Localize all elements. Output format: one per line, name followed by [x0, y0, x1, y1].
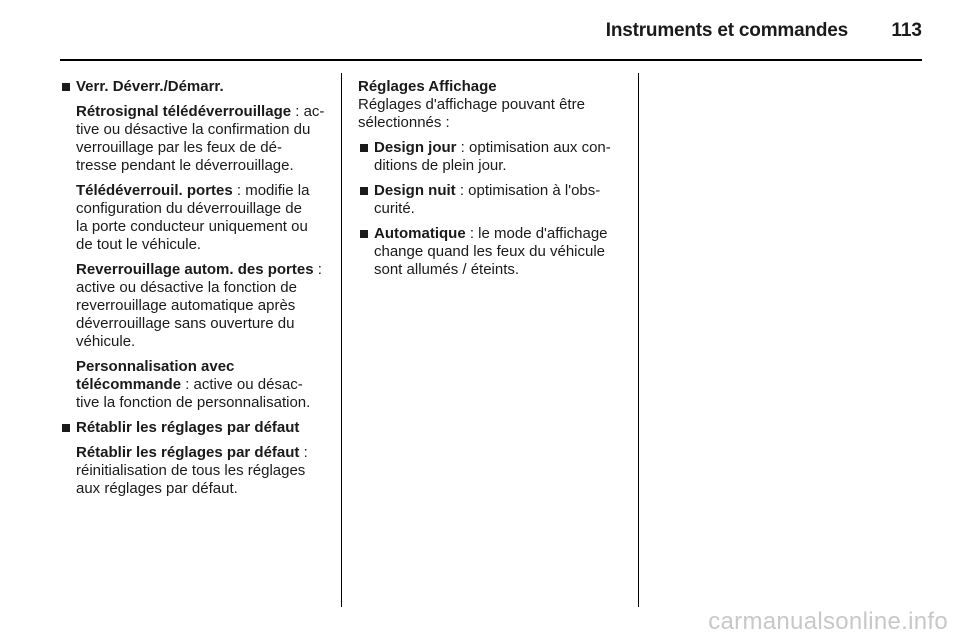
bullet-automatique: Automatique : le mode d'affichage change quand les feux du véhicule sont allumés / éteints.	[358, 225, 626, 279]
bullet-square-icon	[62, 83, 70, 91]
left-column	[60, 78, 328, 498]
bullet-square-icon	[360, 144, 368, 152]
entry-retrosignal: Rétrosignal télédéverrouillage : ac- tive ou désactive la confirmation du verrouillage par les feux de dé- tresse pendant le déverrouillage.	[76, 103, 325, 174]
section-heading: Réglages Affichage	[358, 78, 497, 95]
bullet-square-icon	[360, 187, 368, 195]
intro-text: Réglages d'affichage pouvant être sélectionnés :	[358, 96, 585, 131]
bullet-title: Verr. Déverr./Démarr.	[76, 78, 224, 95]
header-rule	[60, 59, 922, 61]
entry-retablir: Rétablir les réglages par défaut : réinitialisation de tous les réglages aux réglages par défaut.	[76, 444, 308, 497]
watermark: carmanualsonline.info	[708, 608, 948, 635]
column-rule-2	[638, 73, 639, 607]
bullet-verr-deverr	[60, 78, 328, 96]
bullet-square-icon	[360, 230, 368, 238]
entry-reverrouillage: Reverrouillage autom. des portes : active ou désactive la fonction de reverrouillage automatique après déverrouillage sans ouverture du véhicule.	[76, 261, 322, 350]
bullet-design-jour: Design jour : optimisation aux con- ditions de plein jour.	[358, 139, 626, 175]
section-title: Instruments et commandes	[605, 20, 848, 41]
bullet-retablir	[60, 419, 328, 437]
middle-column	[358, 78, 626, 279]
bullet-title: Rétablir les réglages par défaut	[76, 419, 300, 436]
column-rule-1	[341, 73, 342, 607]
entry-personnalisation: Personnalisation avec télécommande : active ou désac- tive la fonction de personnalisation.	[76, 358, 311, 411]
page-number: 113	[891, 20, 922, 41]
bullet-square-icon	[62, 424, 70, 432]
entry-teledeverrouil: Télédéverrouil. portes : modifie la configuration du déverrouillage de la porte conducteur uniquement ou de tout le véhicule.	[76, 182, 310, 253]
page-header	[60, 20, 922, 44]
bullet-design-nuit: Design nuit : optimisation à l'obs- curité.	[358, 182, 626, 218]
